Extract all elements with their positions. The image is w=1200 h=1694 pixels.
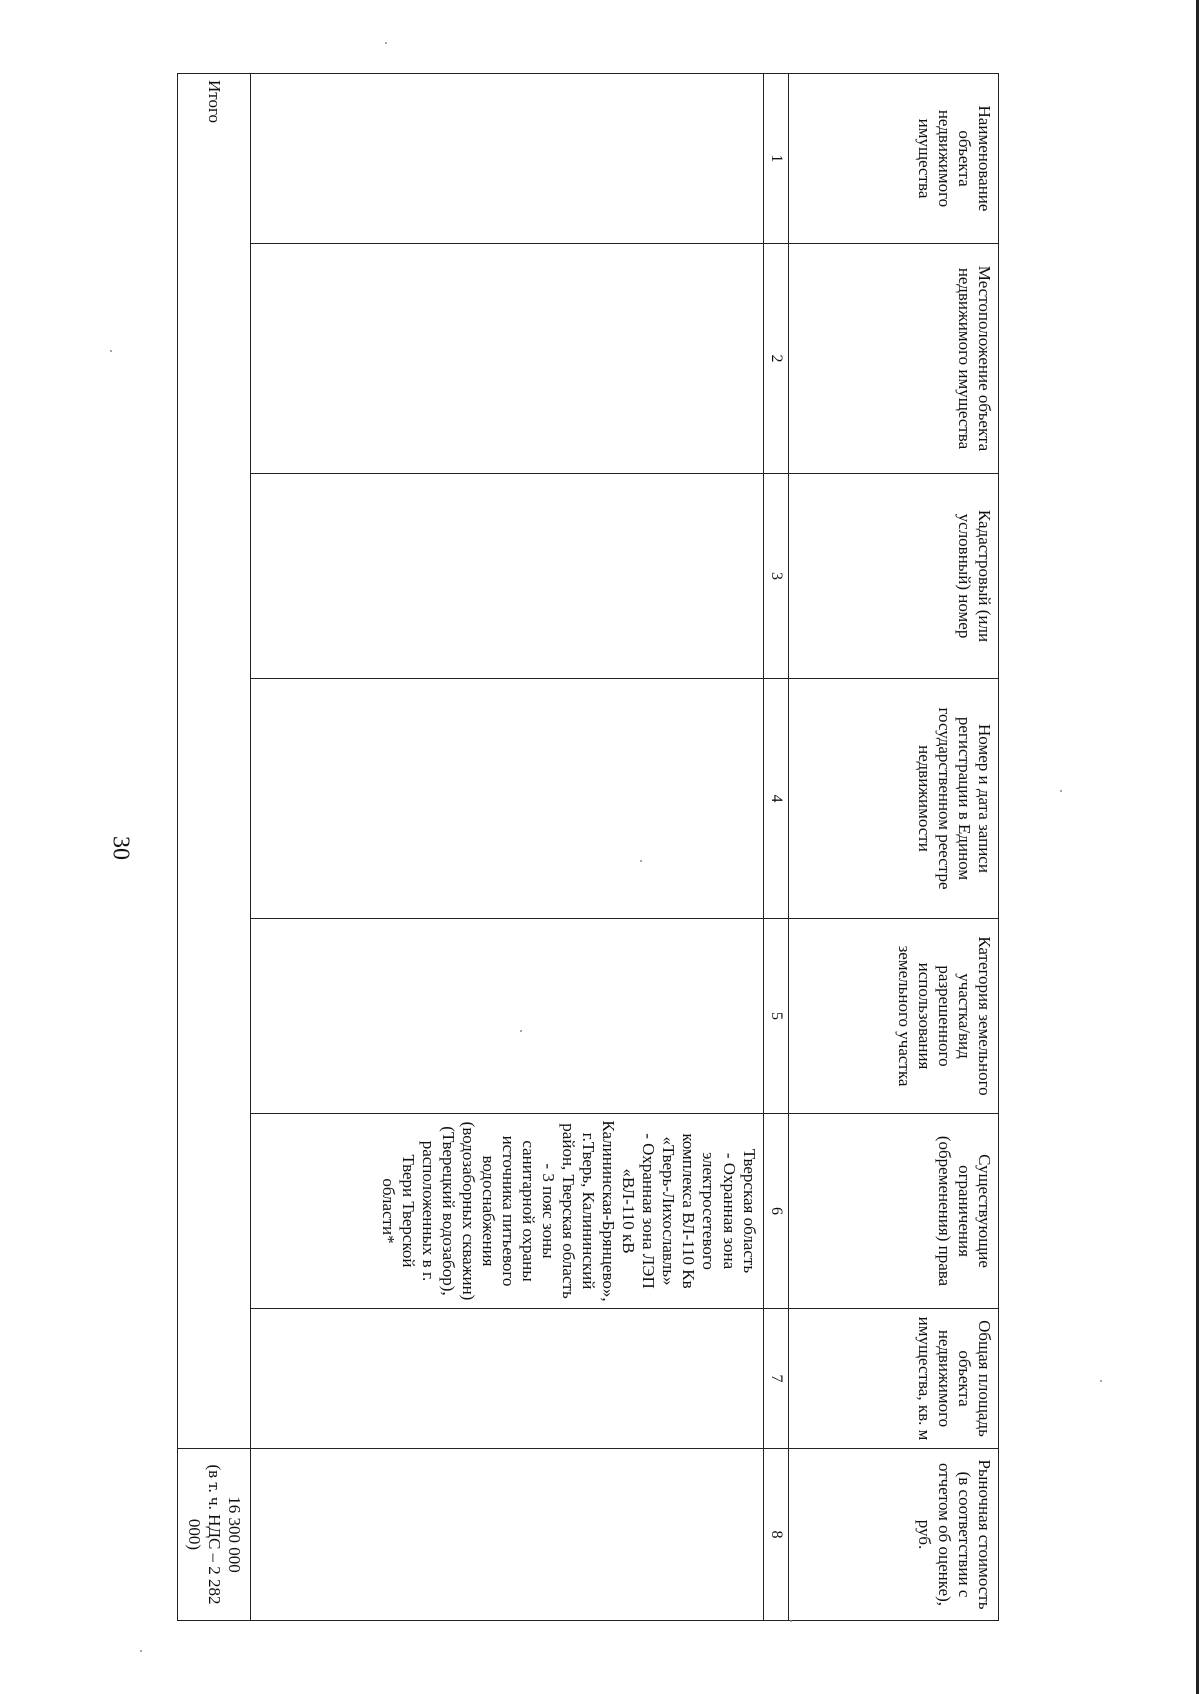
column-number: 2 <box>763 244 788 474</box>
column-number: 5 <box>763 919 788 1114</box>
header-cell: Кадастровый (или условный) номер <box>788 474 998 679</box>
column-number-row <box>763 74 788 1621</box>
table-row <box>251 74 763 1621</box>
header-cell: Номер и дата записи регистрации в Едином государственном реестре недвижимости <box>788 679 998 919</box>
page-number: 30 <box>107 836 134 860</box>
page-edge-line <box>1196 0 1199 1694</box>
header-cell: Рыночная стоимость (в соответствии с отчетом об оценке), руб. <box>788 1449 998 1621</box>
land-category-cell <box>251 919 763 1114</box>
area-cell <box>251 1309 763 1449</box>
restrictions-cell: Тверская область - Охранная зона электросетевого комплекса ВЛ-110 Кв «Тверь-Лихославль» - Охранная зона ЛЭП «ВЛ-110 кВ Калининская-Брянцево», г.Тверь, Калининский район, Тверская область - 3 пояс зоны санитарной охраны источника питьевого водоснабжения (водозаборных скважин) (Тверецкий водозабор), расположенных в г. Твери Тверской области* <box>251 1114 763 1309</box>
column-number: 3 <box>763 474 788 679</box>
cadastral-number-cell <box>251 474 763 679</box>
property-table-container <box>177 73 999 1620</box>
market-value-cell <box>251 1449 763 1621</box>
header-cell: Наименование объекта недвижимого имущества <box>788 74 998 244</box>
header-row <box>788 74 998 1621</box>
header-cell: Общая площадь объекта недвижимого имущества, кв. м <box>788 1309 998 1449</box>
column-number: 1 <box>763 74 788 244</box>
column-number: 7 <box>763 1309 788 1449</box>
total-row <box>178 74 251 1621</box>
property-table-rotated <box>177 73 999 1620</box>
object-name-cell <box>251 74 763 244</box>
header-cell: Существующие ограничения (обременения) права <box>788 1114 998 1309</box>
column-number: 4 <box>763 679 788 919</box>
property-table <box>177 73 999 1621</box>
location-cell <box>251 244 763 474</box>
header-cell: Категория земельного участка/вид разрешенного использования земельного участка <box>788 919 998 1114</box>
header-cell: Местоположение объекта недвижимого имущества <box>788 244 998 474</box>
total-value: 16 300 000 (в т. ч. НДС – 2 282 000) <box>178 1449 251 1621</box>
registry-record-cell <box>251 679 763 919</box>
column-number: 6 <box>763 1114 788 1309</box>
total-label: Итого <box>178 74 251 244</box>
column-number: 8 <box>763 1449 788 1621</box>
